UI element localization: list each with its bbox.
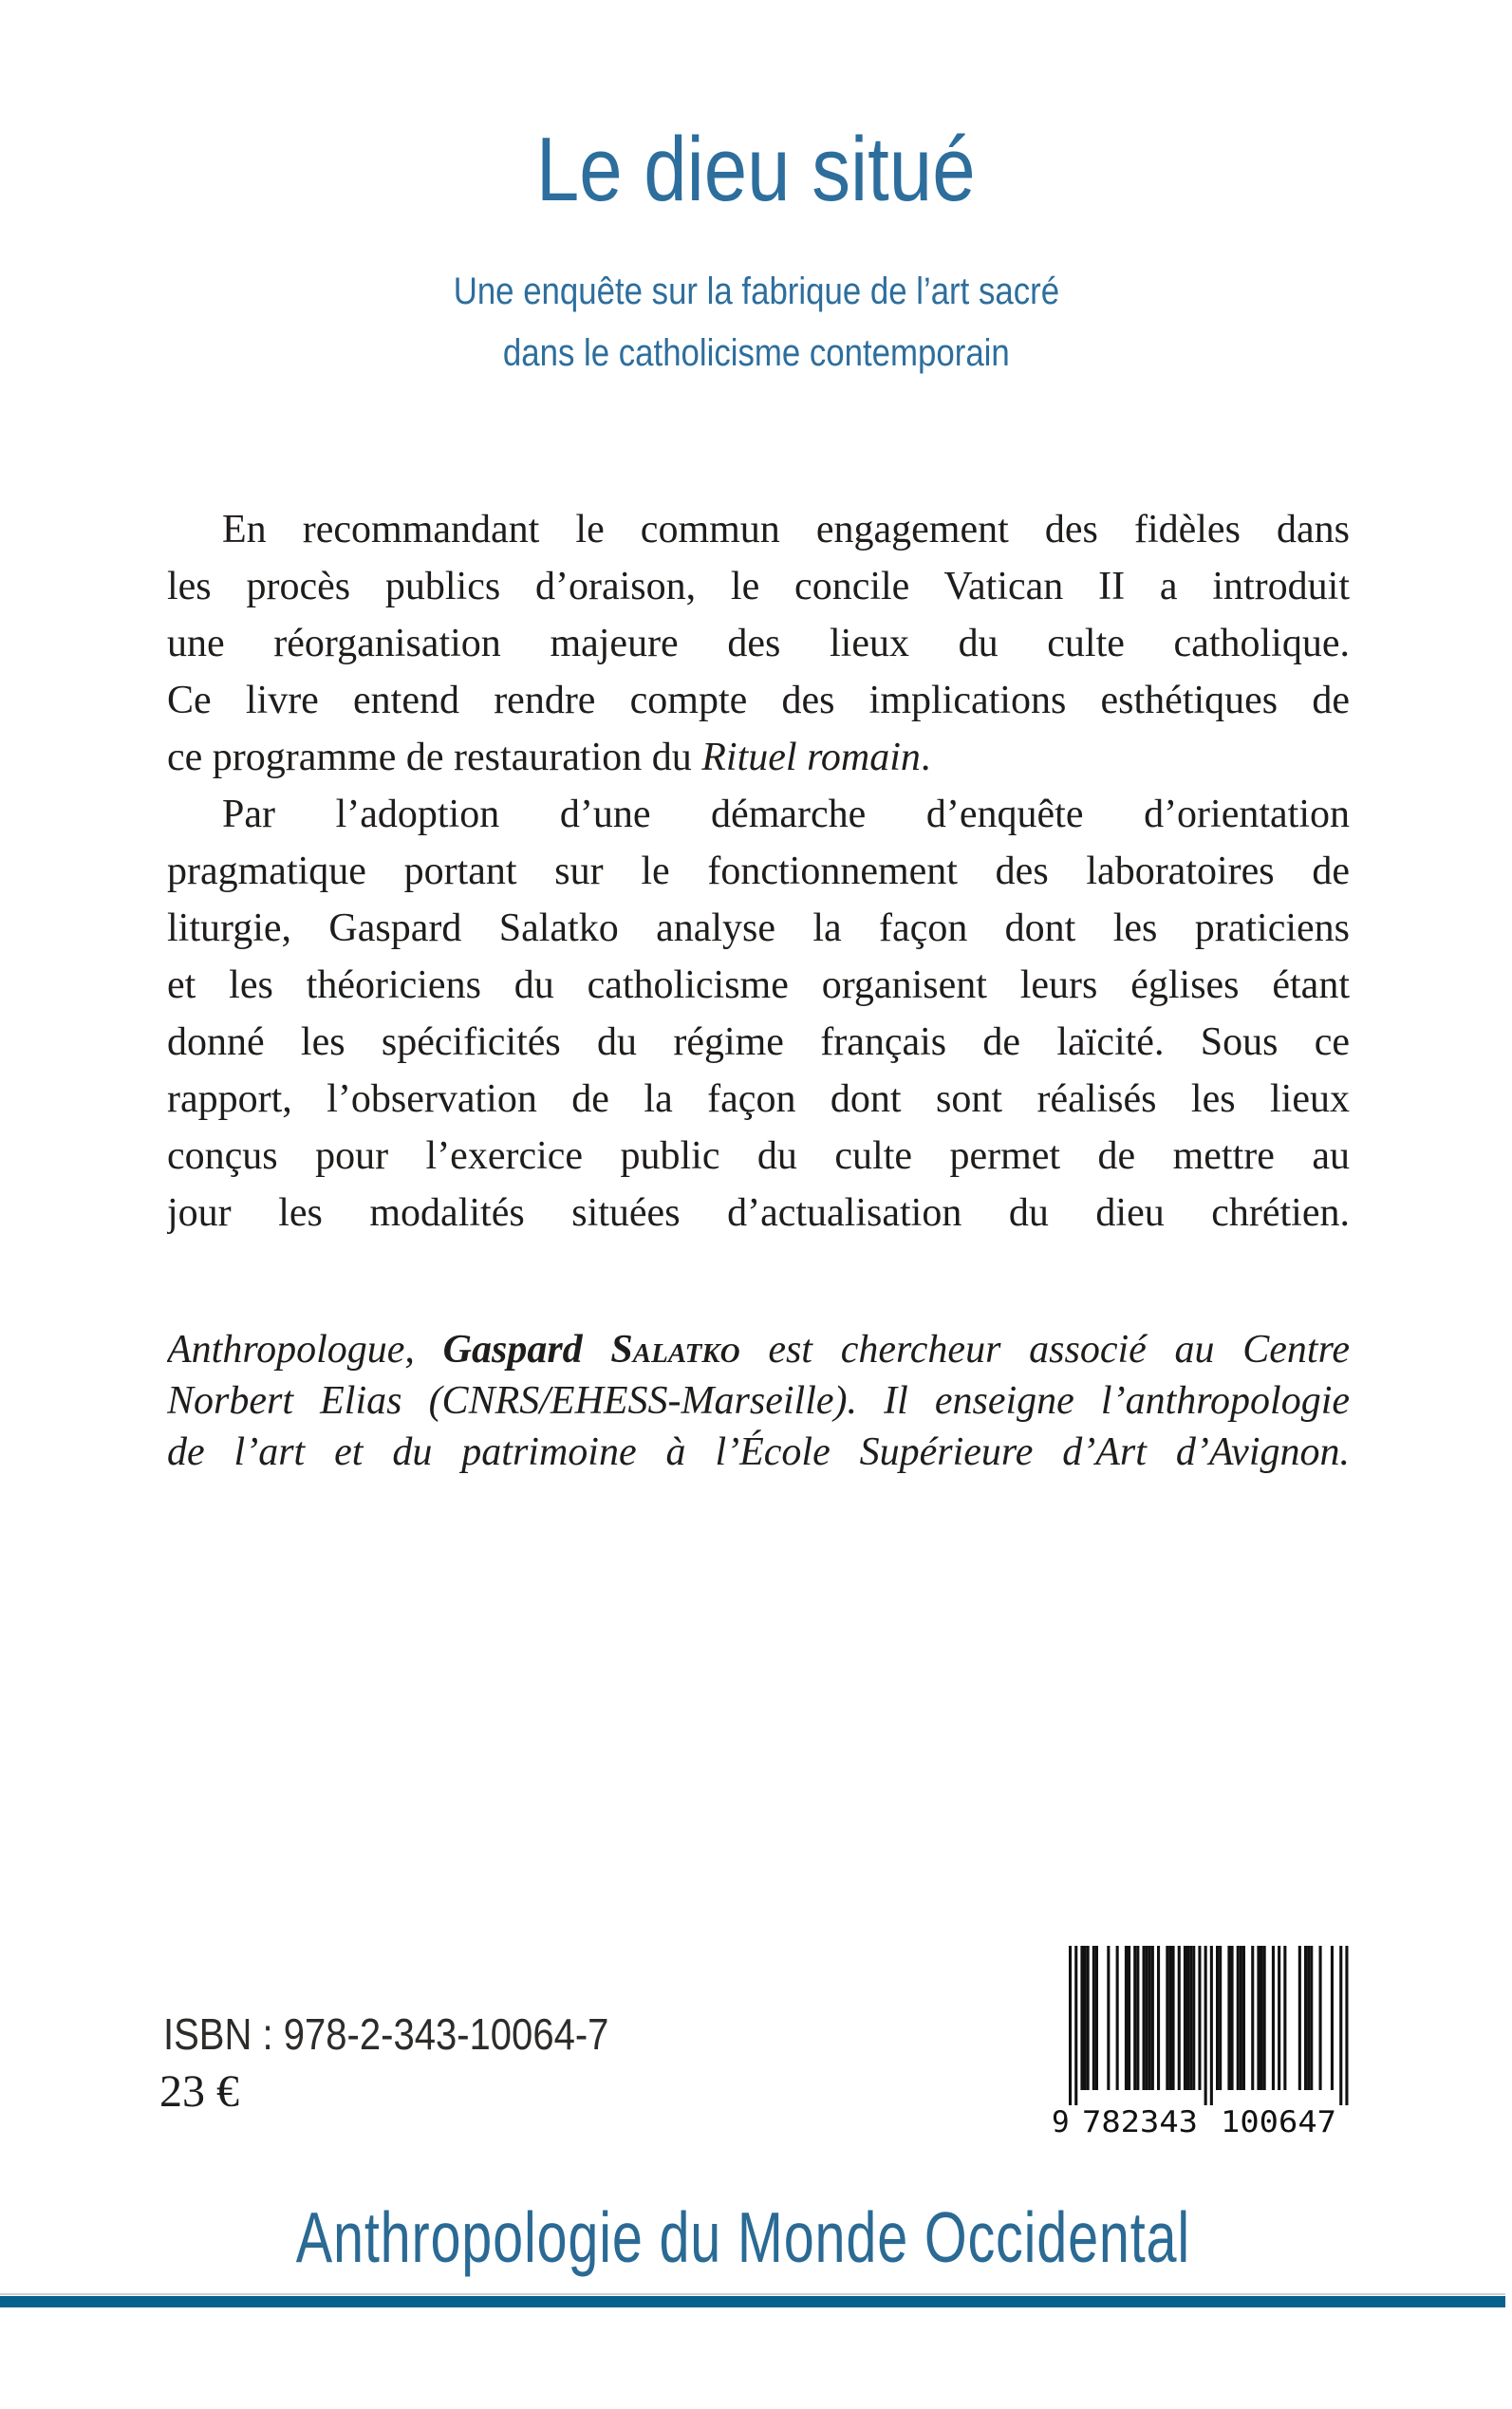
barcode-digit-group-2: 782343 bbox=[1082, 2105, 1198, 2136]
collection-logo-text: Anthropologie du Monde Occidental bbox=[295, 2198, 1190, 2278]
body-line: donné les spécificités du régime français de laïcité. Sous ce bbox=[167, 1020, 1350, 1064]
body-line: jour les modalités situées d’actualisation du dieu chrétien. bbox=[167, 1191, 1350, 1235]
book-title-wrap bbox=[0, 119, 1512, 242]
body-line: une réorganisation majeure des lieux du culte catholique. bbox=[167, 622, 1350, 665]
body-line: rapport, l’observation de la façon dont sont réalisés les lieux bbox=[167, 1077, 1350, 1121]
body-line: et les théoriciens du catholicisme organisent leurs églises étant bbox=[167, 963, 1350, 1007]
book-title: Le dieu situé bbox=[536, 119, 976, 220]
body-line: ce programme de restauration du Rituel romain. bbox=[167, 736, 931, 779]
book-subtitle-line-2: dans le catholicisme contemporain bbox=[502, 332, 1010, 374]
bio-line: Anthropologue, Gaspard Salatko est chercheur associé au Centre bbox=[167, 1328, 1350, 1372]
bottom-bar-hairline bbox=[0, 2293, 1505, 2295]
body-text bbox=[167, 501, 1350, 1242]
isbn-text: ISBN : 978-2-343-10064-7 bbox=[163, 2009, 609, 2059]
bottom-accent-bar bbox=[0, 2296, 1505, 2307]
barcode-digit-group-3: 100647 bbox=[1221, 2105, 1336, 2136]
body-line: pragmatique portant sur le fonctionnement des laboratoires de bbox=[167, 850, 1350, 893]
author-bio bbox=[167, 1324, 1350, 1478]
barcode bbox=[1044, 1946, 1359, 2136]
bio-line: Norbert Elias (CNRS/EHESS-Marseille). Il enseigne l’anthropologie bbox=[167, 1379, 1350, 1423]
bio-line: de l’art et du patrimoine à l’École Supérieure d’Art d’Avignon. bbox=[167, 1430, 1350, 1474]
barcode-digit-group-1: 9 bbox=[1052, 2105, 1070, 2136]
barcode-bars bbox=[1069, 1946, 1349, 2105]
price-text: 23 € bbox=[159, 2066, 239, 2117]
body-line: liturgie, Gaspard Salatko analyse la façon dont les praticiens bbox=[167, 906, 1350, 950]
book-subtitle-line-1: Une enquête sur la fabrique de l’art sacré bbox=[453, 271, 1059, 312]
body-line: conçus pour l’exercice public du culte permet de mettre au bbox=[167, 1134, 1350, 1178]
body-line: Par l’adoption d’une démarche d’enquête d’orientation bbox=[222, 793, 1350, 836]
body-line: les procès publics d’oraison, le concile Vatican II a introduit bbox=[167, 565, 1350, 608]
body-line: Ce livre entend rendre compte des implications esthétiques de bbox=[167, 679, 1350, 722]
body-line: En recommandant le commun engagement des fidèles dans bbox=[222, 508, 1350, 551]
book-subtitle bbox=[0, 265, 1512, 388]
collection-logo bbox=[0, 2198, 1512, 2293]
